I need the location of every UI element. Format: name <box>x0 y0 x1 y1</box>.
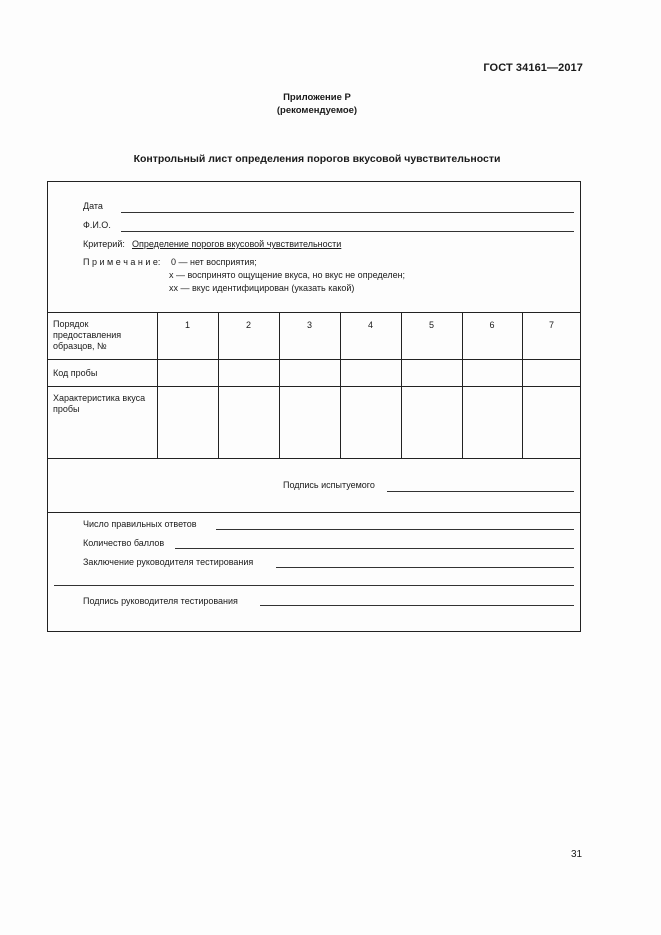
table-col-border <box>522 312 523 458</box>
column-number: 7 <box>548 320 554 330</box>
column-number: 2 <box>245 320 251 330</box>
criterion-value: Определение порогов вкусовой чувствительности <box>132 239 342 249</box>
column-number: 1 <box>184 320 190 330</box>
tester-signature-field[interactable] <box>387 491 574 492</box>
head-signature-field[interactable] <box>260 605 574 606</box>
note-line-1: 0 — нет восприятия; <box>171 257 257 267</box>
conclusion-label: Заключение руководителя тестирования <box>83 557 254 567</box>
row-header-code: Код пробы <box>53 368 98 378</box>
correct-answers-field[interactable] <box>216 529 574 530</box>
appendix-title: Приложение Р <box>283 92 351 103</box>
column-number: 5 <box>428 320 434 330</box>
row-header-order: Порядок предоставления образцов, № <box>53 319 122 351</box>
table-top-border <box>48 312 580 313</box>
table-col-border <box>340 312 341 458</box>
name-field[interactable] <box>121 231 574 232</box>
table-col-border <box>279 312 280 458</box>
table-col-border <box>401 312 402 458</box>
column-number: 6 <box>489 320 495 330</box>
table-row-border <box>48 386 580 387</box>
score-label: Количество баллов <box>83 538 165 548</box>
document-title: Контрольный лист определения порогов вкусовой чувствительности <box>133 153 501 165</box>
date-label: Дата <box>83 201 103 211</box>
table-row-border <box>48 359 580 360</box>
conclusion-field[interactable] <box>276 567 574 568</box>
table-col-border <box>218 312 219 458</box>
page-number: 31 <box>571 849 583 860</box>
date-field[interactable] <box>121 212 574 213</box>
row-header-taste: Характеристика вкуса пробы <box>53 393 146 414</box>
table-col-border <box>462 312 463 458</box>
conclusion-field-continued[interactable] <box>54 585 574 586</box>
table-col-border <box>157 312 158 458</box>
note-label: П р и м е ч а н и е: <box>83 257 161 267</box>
column-number: 4 <box>367 320 373 330</box>
head-signature-label: Подпись руководителя тестирования <box>83 596 238 606</box>
tester-signature-label: Подпись испытуемого <box>283 480 375 490</box>
name-label: Ф.И.О. <box>83 220 111 230</box>
correct-answers-label: Число правильных ответов <box>83 519 197 529</box>
standard-number: ГОСТ 34161—2017 <box>483 62 583 74</box>
score-field[interactable] <box>175 548 574 549</box>
column-number: 3 <box>306 320 312 330</box>
table-bottom-border <box>48 458 580 459</box>
note-line-2: х — воспринято ощущение вкуса, но вкус не определен; <box>169 270 406 280</box>
checklist-form <box>47 181 581 632</box>
section-divider <box>48 512 580 513</box>
note-line-3: хх — вкус идентифицирован (указать какой) <box>169 283 355 293</box>
appendix-status: (рекомендуемое) <box>276 105 358 116</box>
criterion-label: Критерий: <box>83 239 125 249</box>
